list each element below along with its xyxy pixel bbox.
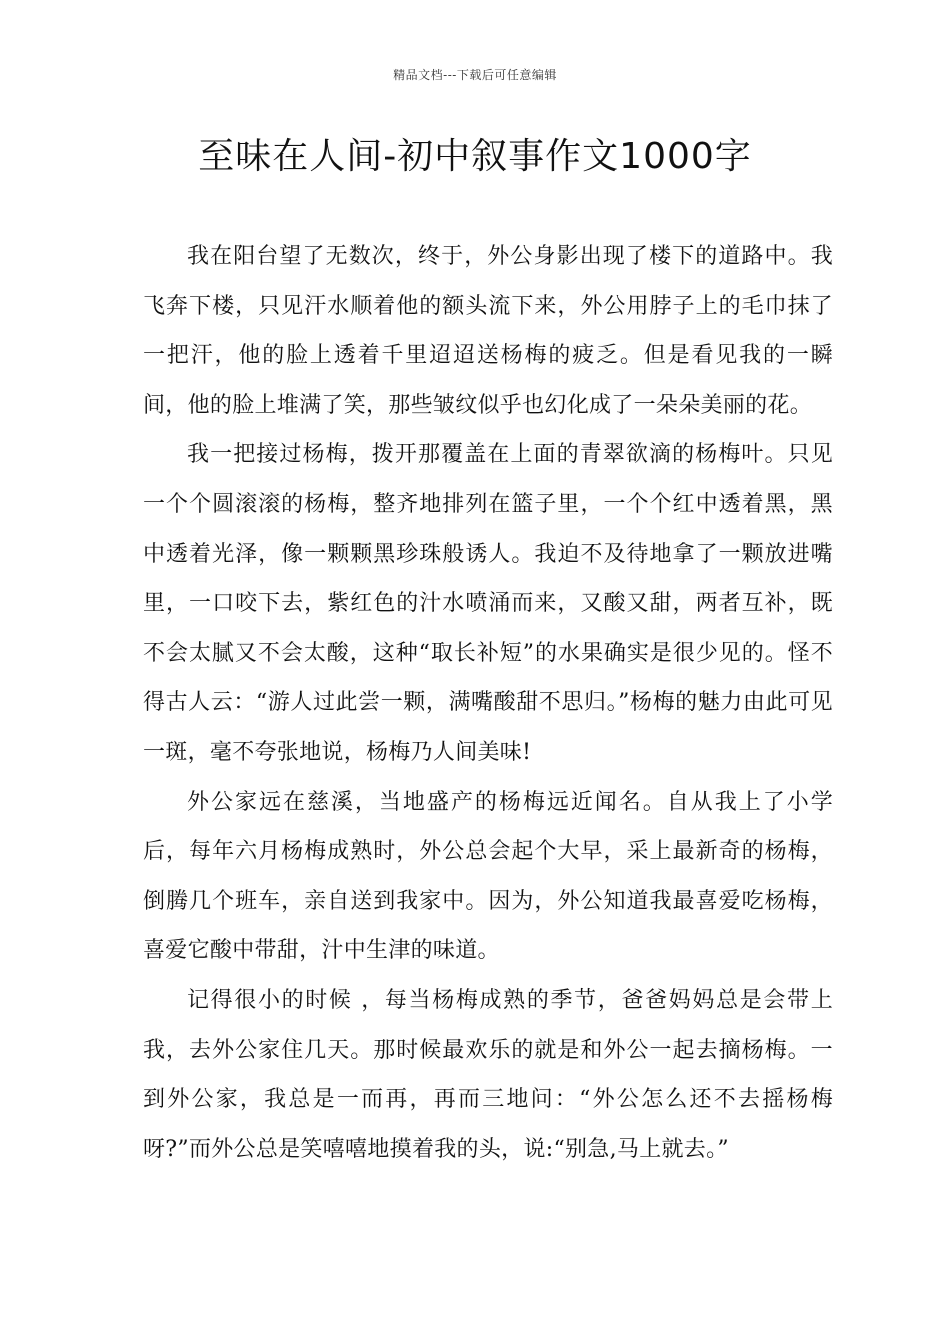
paragraph-3: 外公家远在慈溪，当地盛产的杨梅远近闻名。自从我上了小学后，每年六月杨梅成熟时，外公总会起个大早，采上最新奇的杨梅，倒腾几个班车，亲自送到我家中。因为，外公知道我最喜爱吃杨梅，喜爱它酸中带甜，汁中生津的味道。	[143, 789, 833, 964]
paragraph-1: 我在阳台望了无数次，终于，外公身影出现了楼下的道路中。我飞奔下楼，只见汗水顺着他的额头流下来，外公用脖子上的毛巾抹了一把汗，他的脸上透着千里迢迢送杨梅的疲乏。但是看见我的一瞬间，他的脸上堆满了笑，那些皱纹似乎也幻化成了一朵朵美丽的花。	[143, 244, 833, 418]
paragraph-4: 记得很小的时候 ，每当杨梅成熟的季节，爸爸妈妈总是会带上我，去外公家住几天。那时候最欢乐的就是和外公一起去摘杨梅。一到外公家，我总是一而再，再而三地问：“外公怎么还不去摇杨梅呀?”而外公总是笑嘻嘻地摸着我的头，说:“别急,马上就去。”	[143, 987, 833, 1162]
page-title: 至味在人间-初中叙事作文1000字	[198, 136, 752, 177]
paragraph-2: 我一把接过杨梅，拨开那覆盖在上面的青翠欲滴的杨梅叶。只见一个个圆滚滚的杨梅，整齐地排列在篮子里，一个个红中透着黑，黑中透着光泽，像一颗颗黑珍珠般诱人。我迫不及待地拿了一颗放进嘴里，一口咬下去，紫红色的汁水喷涌而来，又酸又甜，两者互补，既不会太腻又不会太酸，这种“取长补短”的水果确实是很少见的。怪不得古人云：“游人过此尝一颗，满嘴酸甜不思归。”杨梅的魅力由此可见一斑，毫不夸张地说，杨梅乃人间美味!	[143, 442, 833, 765]
article-body	[143, 232, 833, 1174]
header-note: 精品文档---下载后可任意编辑	[393, 68, 557, 82]
